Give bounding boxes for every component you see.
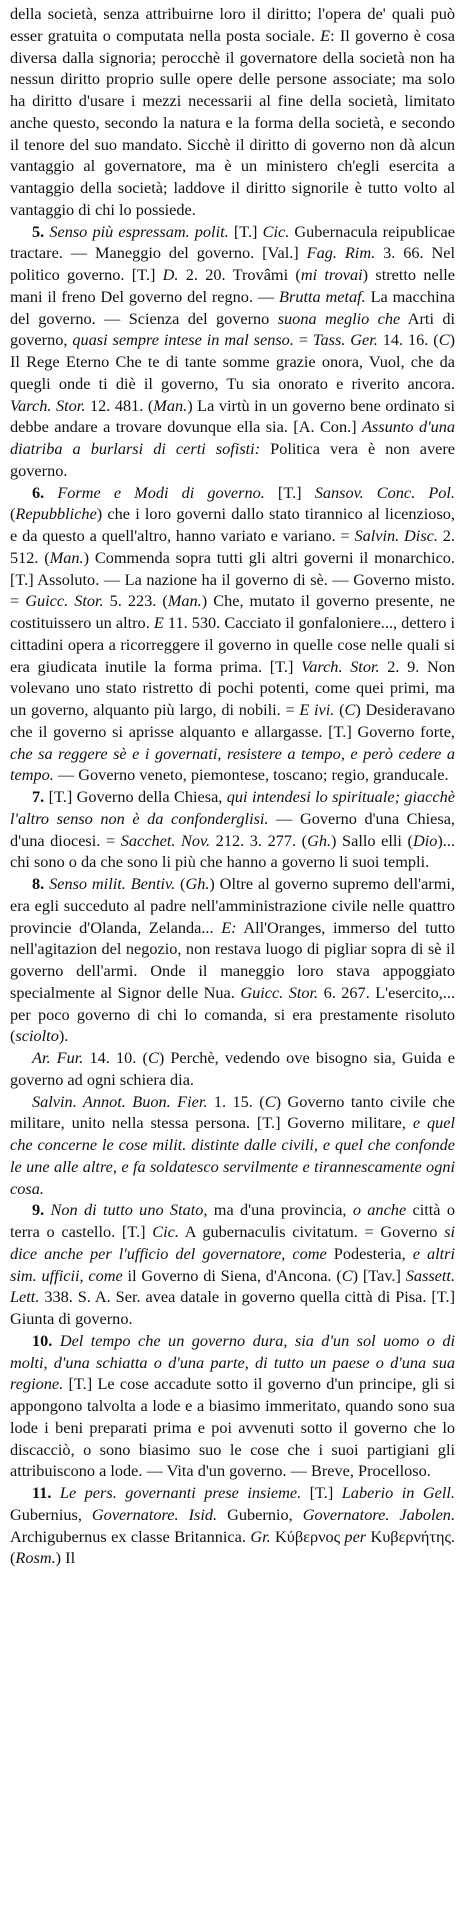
text-run: della società, senza attribuirne loro il diritto; l'opera de' quali può esser gratuita o computata nella posta sociale.: [10, 4, 455, 45]
text-run: — Governo veneto, piemontese, toscano; regio, granducale.: [53, 765, 449, 785]
italic-text: Gr.: [250, 1526, 271, 1546]
text-run: )... chi sono o da che sono li più che hanno a governo li suoi templi.: [10, 830, 455, 872]
italic-text: Salvin. Disc.: [354, 526, 438, 545]
text-run: città o terra o castello. [T.]: [10, 1200, 455, 1241]
italic-text: Guicc. Stor.: [25, 591, 104, 611]
text-run: Arti di governo,: [10, 308, 456, 350]
text-run: il Governo di Siena, d'Ancona. (: [122, 1265, 342, 1285]
text-run: A gubernaculis civitatum. = Governo: [178, 1222, 445, 1241]
text-run: [52, 1331, 59, 1350]
italic-text: Laberio in Gell.: [341, 1483, 455, 1502]
text-run: ) Commenda sopra tutti gli altri governi il monarchico. [T.] Assoluto. — La nazione ha il governo di sè. — Governo misto. =: [10, 547, 456, 611]
italic-text: per: [344, 1526, 367, 1546]
text-run: ) La virtù in un governo bene ordinato si debbe andare a trovare dovunque ella sia. [A. Con.]: [10, 395, 455, 437]
text-run: 5. 223. (: [103, 591, 168, 611]
italic-text: D.: [162, 265, 179, 284]
italic-text: E:: [221, 917, 237, 937]
sense-number: 6.: [32, 482, 45, 502]
italic-text: Governatore. Jabolen.: [302, 1504, 456, 1524]
italic-text: Guicc. Stor.: [240, 982, 319, 1002]
text-run: [T.]: [301, 1483, 342, 1502]
text-run: 2. 20. Trovâmi (: [178, 265, 301, 284]
text-run: [T.] Le cose accadute sotto il governo d'un principe, gli si appongono talvolta a lode e a biasimo immeritato, quando sono sua lode i beni preparati prima e poi avvenuti sotto il governo che lo discacciò, o sono biasimo suo le cose che i suoi partigiani gli attribuiscono a lode. — Vita d'un governo. — Breve, Procelloso.: [10, 1374, 455, 1481]
text-run: (: [175, 874, 186, 893]
italic-text: qui intendesi lo spirituale; giacchè l'altro senso non è da confonderglisi.: [10, 787, 455, 828]
italic-text: Ar. Fur.: [32, 1048, 84, 1067]
text-run: Archigubernus ex classe Britannica.: [10, 1526, 251, 1546]
italic-text: Le pers. governanti prese insieme.: [59, 1483, 302, 1502]
paragraph-sense-10: [10, 1330, 455, 1482]
paragraph-sense-8-ariosto: [10, 1047, 455, 1091]
text-run: 2. 512. (: [10, 526, 456, 567]
italic-text: E: [320, 25, 331, 45]
italic-text: o anche: [352, 1200, 407, 1220]
italic-text: Cic.: [262, 221, 290, 241]
sense-number: 8.: [32, 874, 45, 893]
text-run: ) [Tav.]: [352, 1265, 406, 1285]
paragraph-sense-6: [10, 482, 455, 787]
text-run: ) stretto nelle mani il freno Del governo del regno. —: [10, 265, 455, 306]
text-run: (: [10, 504, 16, 524]
italic-text: mi trovai: [300, 265, 363, 284]
sense-number: 10.: [32, 1330, 53, 1350]
italic-text: Tass. Ger.: [312, 330, 378, 350]
paragraph-sense-9: [10, 1199, 455, 1330]
text-run: 14. 16. (: [377, 330, 439, 350]
sense-number: 7.: [32, 787, 45, 806]
paragraph-intro: [10, 3, 455, 221]
text-run: Κύβερνος: [270, 1526, 345, 1546]
italic-text: Sacchet. Nov.: [120, 830, 211, 850]
text-run: 338. S. A. Ser. avea datale in governo quella città di Pisa. [T.] Giunta di governo.: [10, 1287, 455, 1328]
text-run: ) che i loro governi dallo stato tirannico al licenzioso, e da questo a quell'altro, hanno variato e variano. =: [10, 504, 455, 545]
text-run: [T.]: [264, 482, 315, 502]
italic-text: Gh.: [307, 830, 332, 850]
italic-text: Man.: [167, 591, 202, 611]
sense-number: 5.: [32, 221, 45, 241]
sense-number: 11.: [32, 1483, 52, 1502]
text-run: — Governo d'una Chiesa, d'una diocesi. =: [10, 808, 455, 850]
italic-text: C: [264, 1091, 276, 1111]
text-run: [T.]: [228, 221, 263, 241]
text-run: All'Oranges, immerso del tutto nell'agitazion del negozio, non restava luogo di pigliar sopra di sè il governo dell'armi. Onde il maneggio loro stava appoggiato specialmente al Signor delle Nua.: [10, 917, 455, 1002]
text-run: [44, 483, 57, 502]
italic-text: e quel che concerne le cose milit. distinte dalle civili, e quel che confonde le une alle altre, e fa soldatesco servilmente e tirannescamente ogni cosa.: [10, 1113, 455, 1198]
italic-text: Varch. Stor.: [301, 656, 380, 676]
italic-text: Del tempo che un governo dura, sia d'un sol uomo o di molti, d'una schiatta o d'una parte, di tutto un paese o d'una sua regione.: [10, 1330, 455, 1394]
paragraph-sense-7: [10, 786, 455, 873]
italic-text: Repubbliche: [15, 504, 97, 524]
text-run: 12. 481. (: [85, 395, 154, 415]
text-run: 14. 10. (: [83, 1048, 148, 1067]
text-run: ma d'una provincia,: [207, 1200, 353, 1220]
text-run: ) Desideravano che il governo si aprisse alquanto e allargasse. [T.] Governo forte,: [10, 700, 456, 741]
text-run: Gubernacula reipublicae tractare. — Maneggio del governo. [Val.]: [10, 221, 455, 263]
text-run: [T.] Governo della Chiesa,: [44, 787, 227, 806]
text-run: ) Sallo elli (: [331, 830, 413, 850]
text-run: Gubernius,: [10, 1504, 92, 1524]
italic-text: e altri sim. ufficii, come: [10, 1243, 456, 1285]
text-run: ) Che, mutato il governo presente, ne costituissero un altro.: [10, 591, 455, 632]
text-run: 11. 530. Cacciato il gonfaloniere..., dettero i cittadini opera a ricorreggere il governo in quelle cose nelle quali si era giudicata inutile la forma prima. [T.]: [10, 613, 456, 676]
text-run: ) Perchè, vedendo ove bisogno sia, Guida e governo ad ogni schiera dia.: [10, 1048, 455, 1089]
text-run: ) Governo tanto civile che militare, unito nella stessa persona. [T.] Governo militare,: [10, 1091, 455, 1133]
text-run: Κυβερνήτης. (: [10, 1526, 455, 1568]
italic-text: Cic.: [152, 1222, 179, 1241]
italic-text: Fag. Rim.: [306, 243, 376, 263]
text-run: : Il governo è cosa diversa dalla signoria; perocchè il governatore della società non ha nessun diritto proprio sulle opere delle persone associate; ma solo ha diritto d'usare i mezzi necessarii al fine della società, limitato anche questo, secondo la natura e la forma della società, e secondo il tenore del suo mandato. Sicchè il diritto di governo non dà alcun vantaggio al governatore, ma è un ministero ch'egli esercita a vantaggio della società; laddove il diritto signorile è tutto volto al vantaggio di chi lo possiede.: [10, 25, 455, 219]
italic-text: C: [438, 330, 450, 350]
text-run: 2. 9. Non volevano uno stato ristretto di pochi potenti, come quei primi, ma un governo, alquanto più largo, di nobili. =: [10, 656, 456, 719]
italic-text: che sa reggere sè e i governati, resistere a tempo, e però cedere a tempo.: [10, 743, 455, 785]
italic-text: Rosm.: [15, 1548, 56, 1568]
text-run: =: [293, 330, 313, 350]
italic-text: Varch. Stor.: [10, 395, 86, 415]
italic-text: Salvin. Annot. Buon. Fier.: [32, 1091, 208, 1111]
text-run: Gubernio,: [217, 1504, 303, 1524]
italic-text: C: [147, 1048, 159, 1067]
text-run: La macchina del governo. — Scienza del governo: [10, 286, 456, 328]
italic-text: sciolto: [15, 1026, 59, 1046]
italic-text: Forme e Modi di governo.: [57, 482, 265, 502]
italic-text: C: [344, 700, 356, 719]
text-run: ).: [58, 1026, 69, 1046]
italic-text: Senso più espressam. polit.: [49, 221, 229, 241]
italic-text: Dio: [412, 830, 438, 850]
text-run: 212. 3. 277. (: [210, 830, 308, 850]
text-run: Podesteria,: [326, 1243, 413, 1263]
text-run: [51, 1483, 59, 1502]
italic-text: suona meglio che: [277, 308, 401, 328]
italic-text: Senso milit. Bentiv.: [49, 874, 176, 893]
text-run: ) Il Rege Eterno Che te di tante somme grazie onora, Vuol, che da quegli onde ti diè il governo, Tu sia onorato e riverito ancora.: [10, 330, 455, 393]
italic-text: Man.: [49, 547, 84, 567]
italic-text: Sansov. Conc. Pol.: [314, 482, 455, 502]
sense-number: 9.: [32, 1200, 45, 1220]
text-run: ) Oltre al governo supremo dell'armi, era egli succeduto al padre nell'amministrazione civile nelle quattro provincie d'Olanda, Zelanda...: [10, 874, 455, 937]
italic-text: Man.: [153, 395, 188, 415]
text-run: (: [334, 700, 345, 719]
paragraph-sense-11: [10, 1482, 455, 1569]
paragraph-sense-8: [10, 873, 455, 1047]
paragraph-sense-5: [10, 221, 455, 482]
italic-text: Gh.: [185, 874, 210, 893]
text-run: 3. 66. Nel politico governo. [T.]: [10, 243, 456, 284]
text-run: ) Il: [55, 1548, 76, 1568]
text-run: 6. 267. L'esercito,... per poco governo di chi lo comanda, si era prestamente risoluto (: [10, 982, 456, 1046]
italic-text: Governatore. Isid.: [91, 1504, 218, 1524]
italic-text: si dice anche per l'ufficio del governatore, come: [10, 1222, 455, 1263]
italic-text: E: [153, 613, 164, 632]
italic-text: Sassett. Lett.: [10, 1265, 456, 1307]
italic-text: quasi sempre intese in mal senso.: [72, 330, 294, 350]
italic-text: E ivi.: [299, 700, 335, 719]
text-run: Politica vera è non avere governo.: [10, 439, 455, 480]
italic-text: C: [341, 1265, 353, 1285]
italic-text: Non di tutto uno Stato,: [50, 1200, 208, 1220]
italic-text: Brutta metaf.: [279, 286, 366, 306]
paragraph-sense-8-salvini: [10, 1091, 455, 1200]
italic-text: Assunto d'una diatriba a burlarsi di certi sofisti:: [10, 417, 455, 458]
text-run: 1. 15. (: [207, 1091, 265, 1111]
